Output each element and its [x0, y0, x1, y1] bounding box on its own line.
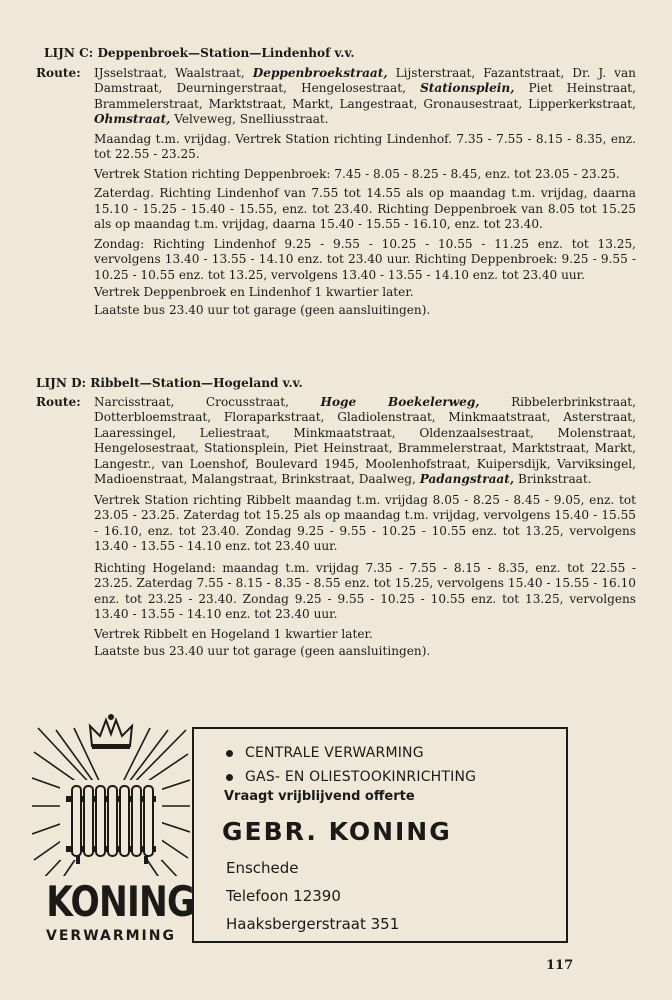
logo-word: KONING: [46, 877, 195, 926]
lijn-c-saturday: Zaterdag. Richting Lindenhof van 7.55 tot 14.55 als op maandag t.m. vrijdag, daarna 15.10 - 15.25 - 15.40 - 15.55, enz. tot 23.40. Richting Deppenbroek van 8.05 tot 15.25 als op maandag t.m. vrijdag, daarna 15.40 - 15.55 - 16.10, enz. tot 23.40.: [94, 186, 636, 231]
ad-bullet-text: GAS- EN OLIESTOOKINRICHTING: [245, 769, 477, 785]
ad-bullet-1: [226, 745, 424, 761]
ad-bullet-text: CENTRALE VERWARMING: [245, 745, 424, 761]
lijn-d-route: [36, 395, 636, 488]
route-street-emph: Hoge Boekelerweg,: [320, 394, 480, 409]
lijn-c-heading: LIJN C: Deppenbroek—Station—Lindenhof v.v.: [44, 46, 355, 60]
ad-phone: Telefoon 12390: [226, 887, 341, 905]
ad-box: [192, 727, 568, 943]
lijn-d-hogeland: Richting Hogeland: maandag t.m. vrijdag 7.35 - 7.55 - 8.15 - 8.35, enz. tot 22.55 - 23.25. Zaterdag 7.55 - 8.15 - 8.35 - 8.55 enz. tot 15.25, vervolgens 15.40 - 15.55 - 16.10 enz. tot 23.25 - 23.40. Zondag 9.25 - 9.55 - 10.25 - 10.55 enz. tot 13.25, vervolgens 13.40 - 13.55 - 14.10 enz. tot 23.40 uur.: [94, 560, 636, 621]
koning-logo: [32, 708, 195, 946]
route-street-emph: Padangstraat,: [419, 472, 515, 486]
lijn-c-weekday-lindenhof: Maandag t.m. vrijdag. Vertrek Station richting Lindenhof. 7.35 - 7.55 - 8.15 - 8.35, enz. tot 22.55 - 23.25.: [94, 131, 636, 161]
ad-offerte: Vraagt vrijblijvend offerte: [224, 789, 415, 804]
lijn-d-note: Vertrek Ribbelt en Hogeland 1 kwartier later.: [94, 626, 373, 641]
lijn-c-last-bus: Laatste bus 23.40 uur tot garage (geen aansluitingen).: [94, 302, 431, 317]
ad-firm-name: GEBR. KONING: [222, 817, 452, 846]
route-text: Piet Heinstraat, Brammelerstraat, Marktstraat, Markt, Langestraat, Gronausestraat, Lipperkerkstraat,: [94, 81, 636, 111]
lijn-c-route-text: [94, 66, 636, 128]
route-text: Velveweg, Snelliusstraat.: [174, 112, 329, 126]
lijn-c-sunday: Zondag: Richting Lindenhof 9.25 - 9.55 - 10.25 - 10.55 - 11.25 enz. tot 13.25, vervolgens 13.40 - 13.55 - 14.10 enz. tot 23.40 uur. Richting Deppenbroek: 9.25 - 9.55 - 10.25 - 10.55 enz. tot 13.25, vervolgens 13.40 - 13.55 - 14.10 enz. tot 23.40 uur.: [94, 236, 636, 282]
ad-bullet-2: [226, 769, 476, 785]
lijn-d-ribbelt: Vertrek Station richting Ribbelt maandag t.m. vrijdag 8.05 - 8.25 - 8.45 - 9.05, enz. tot 23.05 - 23.25. Zaterdag tot 15.25 als op maandag t.m. vrijdag, vervolgens 15.40 - 15.55 - 16.10, enz. tot 23.40. Zondag 9.25 - 9.55 - 10.25 - 10.55 enz. tot 13.25, vervolgens 13.40 - 13.55 - 14.10 enz. tot 23.40 uur.: [94, 492, 636, 553]
route-street-emph: Ohmstraat,: [94, 112, 171, 126]
route-text: Narcisstraat, Crocusstraat,: [94, 394, 289, 409]
lijn-c-note: Vertrek Deppenbroek en Lindenhof 1 kwartier later.: [94, 285, 414, 299]
route-text: Brinkstraat.: [517, 472, 592, 486]
route-text: Lijsterstraat, Fazantstraat, Dr. J. van Damstraat, Deurningerstraat, Hengelosestraat,: [94, 65, 636, 95]
route-street-emph: Stationsplein,: [420, 81, 515, 95]
lijn-d-section: [36, 376, 636, 660]
route-label: Route:: [36, 65, 81, 80]
bullet-dot-icon: [226, 750, 233, 757]
logo-subtitle: VERWARMING: [46, 928, 176, 944]
route-label: Route:: [36, 394, 81, 409]
ad-address: Haaksbergerstraat 351: [226, 915, 400, 933]
lijn-c-route: [36, 66, 636, 128]
ad-city: Enschede: [226, 859, 299, 877]
bullet-dot-icon: [226, 774, 233, 781]
lijn-c-weekday-deppenbroek: Vertrek Station richting Deppenbroek: 7.45 - 8.05 - 8.25 - 8.45, enz. tot 23.05 - 23.25.: [94, 166, 620, 181]
lijn-c-section: [36, 46, 636, 318]
route-text: Ribbelerbrinkstraat, Dotterbloemstraat, Floraparkstraat, Gladiolenstraat, Minkmaatstraat, Asterstraat, Laaressingel, Leliestraat, Minkmaatstraat, Oldenzaalsestraat, Molenstraat, Hengelosestraat, Stationsplein, Piet Heinstraat, Brammelerstraat, Marktstraat, Markt, Langestr., van Loenshof, Boulevard 1945, Moolenhofstraat, Kuipersdijk, Varviksingel, Madioenstraat, Malangstraat, Brinkstraat, Daalweg,: [94, 394, 636, 486]
lijn-d-route-text: [94, 395, 636, 488]
page-number: 117: [546, 958, 574, 973]
route-street-emph: Deppenbroekstraat,: [252, 65, 388, 80]
lijn-d-last-bus: Laatste bus 23.40 uur tot garage (geen aansluitingen).: [94, 644, 431, 658]
lijn-d-heading: LIJN D: Ribbelt—Station—Hogeland v.v.: [36, 376, 303, 390]
route-text: IJsselstraat, Waalstraat,: [94, 65, 245, 80]
